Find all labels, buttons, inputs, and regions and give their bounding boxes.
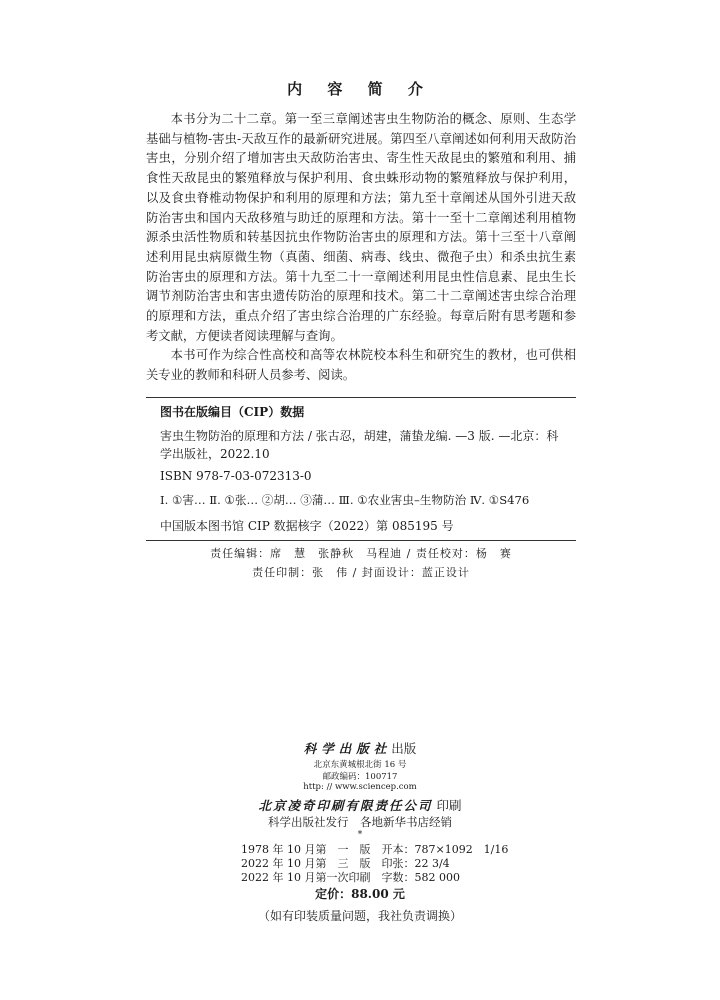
printer-suffix: 印刷	[436, 798, 462, 813]
cip-isbn: ISBN 978-7-03-072313-0	[160, 469, 312, 483]
distribution-line: 科学出版社发行 各地新华书店经销	[268, 815, 452, 829]
credits-production: 责任印制：张 伟 / 封面设计：蓝正设计	[252, 566, 470, 579]
credits-editors: 责任编辑：席 慧 张静秋 马程迪 / 责任校对：杨 赛	[210, 547, 512, 560]
publisher-website: http: // www.sciencep.com	[303, 782, 417, 792]
cip-library-check: 中国版本图书馆 CIP 数据核字（2022）第 085195 号	[160, 519, 454, 533]
separator-star: *	[357, 830, 363, 840]
publisher-postcode: 邮政编码：100717	[322, 772, 398, 782]
price: 定价：88.00 元	[315, 887, 405, 901]
printer-line	[0, 796, 720, 814]
cip-bottom-rule	[146, 540, 576, 541]
publisher-brand: 科学出版社	[303, 741, 392, 756]
summary-title: 内 容 简 介	[287, 80, 433, 98]
edition-first: 1978 年 10 月第 一 版 开本：787×1092 1/16	[241, 843, 509, 856]
quality-note: （如有印装质量问题，我社负责调换）	[257, 909, 462, 923]
publisher-address: 北京东黄城根北街 16 号	[313, 760, 407, 770]
publisher-line	[0, 739, 720, 757]
edition-printing: 2022 年 10 月第一次印刷 字数：582 000	[241, 871, 460, 884]
printer-brand: 北京凌奇印刷有限责任公司	[258, 798, 433, 813]
edition-third: 2022 年 10 月第 三 版 印张：22 3/4	[241, 857, 450, 870]
summary-text	[146, 110, 576, 386]
cip-top-rule	[146, 397, 576, 398]
publisher-suffix: 出版	[391, 741, 417, 756]
cip-record: 害虫生物防治的原理和方法 / 张古忍，胡建，蒲蛰龙编. —3 版. —北京：科学出版社，2022.10	[160, 429, 559, 461]
cip-heading: 图书在版编目（CIP）数据	[160, 405, 305, 419]
summary-paragraph-2: 本书可作为综合性高校和高等农林院校本科生和研究生的教材，也可供相关专业的教师和科研人员参考、阅读。	[146, 348, 576, 383]
summary-paragraph-1: 本书分为二十二章。第一至三章阐述害虫生物防治的概念、原则、生态学基础与植物-害虫-天敌互作的最新研究进展。第四至八章阐述如何利用天敌防治害虫，分别介绍了增加害虫天敌防治害虫、寄生性天敌昆虫的繁殖和利用、捕食性天敌昆虫的繁殖释放与保护利用、食虫蛛形动物的繁殖释放与保护利用，以及食虫脊椎动物保护和利用的原理和方法；第九至十章阐述从国外引进天敌防治害虫和国内天敌移殖与助迁的原理和方法。第十一至十二章阐述利用植物源杀虫活性物质和转基因抗虫作物防治害虫的原理和方法。第十三至十八章阐述利用昆虫病原微生物（真菌、细菌、病毒、线虫、微孢子虫）和杀虫抗生素防治害虫的原理和方法。第十九至二十一章阐述利用昆虫性信息素、昆虫生长调节剂防治害虫和害虫遗传防治的原理和技术。第二十二章阐述害虫综合治理的原理和方法，重点介绍了害虫综合治理的广东经验。每章后附有思考题和参考文献，方便读者阅读理解与查询。	[146, 112, 576, 343]
cip-classification: Ⅰ. ①害… Ⅱ. ①张… ②胡… ③蒲… Ⅲ. ①农业害虫–生物防治 Ⅳ. ①S476	[160, 493, 530, 507]
